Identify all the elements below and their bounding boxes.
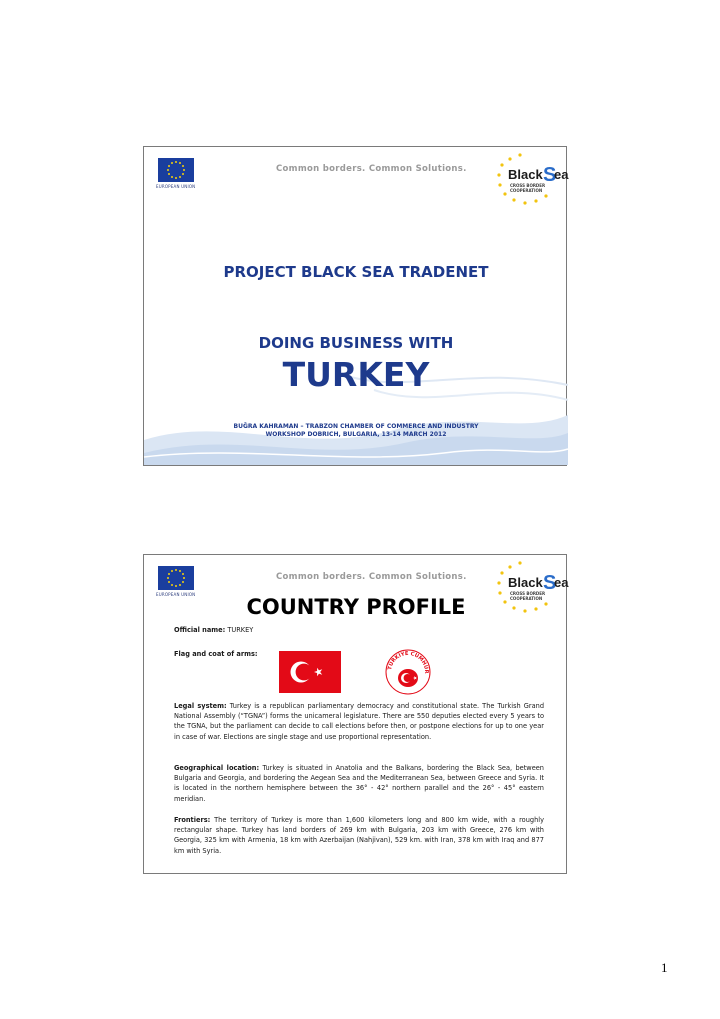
svg-text:ea: ea [554,575,569,590]
eu-flag-icon [158,158,194,182]
legal-system-paragraph: Legal system: Turkey is a republican parliamentary democracy and constitutional state. The Turkish Grand National Assembly (“TGNA”) forms the unicameral legislature. There are 550 deputies elected every 5 years to the TGNA, but the parliament can decide to call elections before then, or postpone elections for up to one year in case of war. Elections are single stage and use proportional representation. [174,702,545,741]
svg-text:Black: Black [508,167,543,182]
page-number: 1 [661,960,668,975]
svg-text:ea: ea [554,167,569,182]
official-name-value: TURKEY [225,626,254,634]
svg-text:S: S [543,164,557,186]
black-sea-logo-subtitle: CROSS BORDER COOPERATION [510,591,546,601]
doing-business-subtitle: DOING BUSINESS WITH [258,334,454,352]
coat-of-arms-icon [385,649,431,695]
svg-text:TÜRKİYE CUMHURİYETİ: TÜRKİYE CUMHUR [387,650,430,674]
event-line: WORKSHOP DOBRICH, BULGARIA, 13-14 MARCH 2012 [265,431,447,438]
project-title: PROJECT BLACK SEA TRADENET [223,263,489,281]
black-sea-logo-subtitle: CROSS BORDER COOPERATION [510,183,546,193]
slide-title [143,146,567,466]
black-sea-logo-icon [494,151,569,207]
eu-label: EUROPEAN UNION [156,592,196,597]
country-name: TURKEY [282,355,430,394]
country-profile-title: COUNTRY PROFILE [246,595,466,619]
flag-and-coat-label: Flag and coat of arms: [174,650,258,658]
geographical-location-paragraph: Geographical location: Turkey is situated in Anatolia and the Balkans, bordering the Black Sea, between Bulgaria and Georgia, and bordering the Aegean Sea and the Mediterranean Sea, between Greece and Syria. It is located in the northern hemisphere between the 36° - 42° northern parallel and the 26° - 45° eastern meridian. [174,764,544,803]
tagline: Common borders. Common Solutions. [276,572,467,582]
official-name [174,625,544,635]
eu-flag-icon [158,566,194,590]
author-line: BUĞRA KAHRAMAN – TRABZON CHAMBER OF COMMERCE AND INDUSTRY [233,423,479,430]
svg-text:Black: Black [508,575,543,590]
official-name-label: Official name: [174,626,226,634]
turkey-flag-icon [279,651,341,693]
svg-text:S: S [543,572,557,594]
eu-label: EUROPEAN UNION [156,184,196,189]
frontiers-paragraph: Frontiers: The territory of Turkey is more than 1,600 kilometers long and 800 km wide, with a roughly rectangular shape. Turkey has land borders of 269 km with Bulgaria, 203 km with Greece, 276 km with Georgia, 325 km with Armenia, 18 km with Azerbaijan (Nahjivan), 529 km. with Iran, 378 km with Iraq and 877 km with Syria. [174,816,544,855]
tagline: Common borders. Common Solutions. [276,164,467,174]
slide-country-profile [143,554,567,874]
